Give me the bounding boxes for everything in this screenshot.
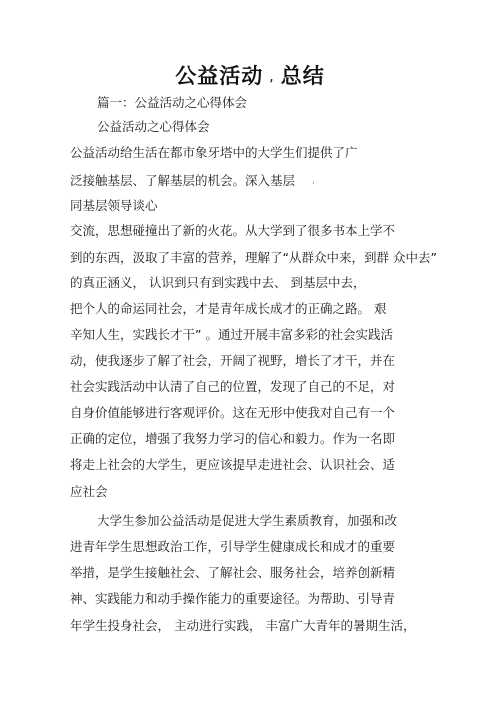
title-main: 公益活动	[175, 64, 264, 88]
body-line: 应社会	[70, 484, 108, 499]
body-line: 进青年学生思想政治工作，引导学生健康成长和成才的重要	[70, 539, 396, 554]
body-line: 神、实践能力和动手操作能力的重要途径。为帮助、引导青	[70, 591, 396, 606]
body-line: 同基层领导谈心	[70, 198, 158, 213]
section-heading: 篇一：公益活动之心得体会	[97, 95, 248, 110]
body-line: 公益活动给生活在都市象牙塔中的大学生们提供了广	[70, 145, 358, 160]
body-line: 泛接触基层、了解基层的机会。深入基层	[70, 173, 296, 188]
body-line: 年学生投身社会， 主动进行实践， 丰富广大青年的暑期生活，	[70, 618, 416, 633]
stray-mark: ,	[312, 176, 315, 186]
body-line: 将走上社会的大学生，更应该提早走进社会、认识社会、适	[70, 457, 396, 472]
body-line: 正确的定位，增强了我努力学习的信心和毅力。作为一名即	[70, 431, 396, 446]
title-separator: ,	[269, 69, 275, 85]
body-line: 辛知人生，实践长才干” 。通过开展丰富多彩的社会实践活	[70, 327, 393, 342]
document-title	[0, 60, 500, 90]
body-line: 把个人的命运同社会，才是青年成长成才的正确之路。 艰	[70, 301, 387, 316]
title-end: 总结	[280, 64, 325, 88]
body-line: 到的东西，汲取了丰富的营养，理解了“从群众中来，到群 众中去”	[70, 250, 437, 265]
subsection-heading: 公益活动之心得体会	[97, 119, 210, 134]
body-line: 动，使我逐步了解了社会，开阔了视野，增长了才干，并在	[70, 353, 396, 368]
body-line: 社会实践活动中认清了自己的位置，发现了自己的不足，对	[70, 379, 396, 394]
body-line: 举措，是学生接触社会、了解社会、服务社会，培养创新精	[70, 565, 396, 580]
paragraph-start-line: 大学生参加公益活动是促进大学生素质教育，加强和改	[97, 513, 398, 528]
body-line: 交流，思想碰撞出了新的火花。从大学到了很多书本上学不	[70, 223, 396, 238]
body-line: 自身价值能够进行客观评价。这在无形中使我对自己有一个	[70, 405, 396, 420]
body-line: 的真正涵义， 认识到只有到实践中去、 到基层中去，	[70, 275, 366, 290]
